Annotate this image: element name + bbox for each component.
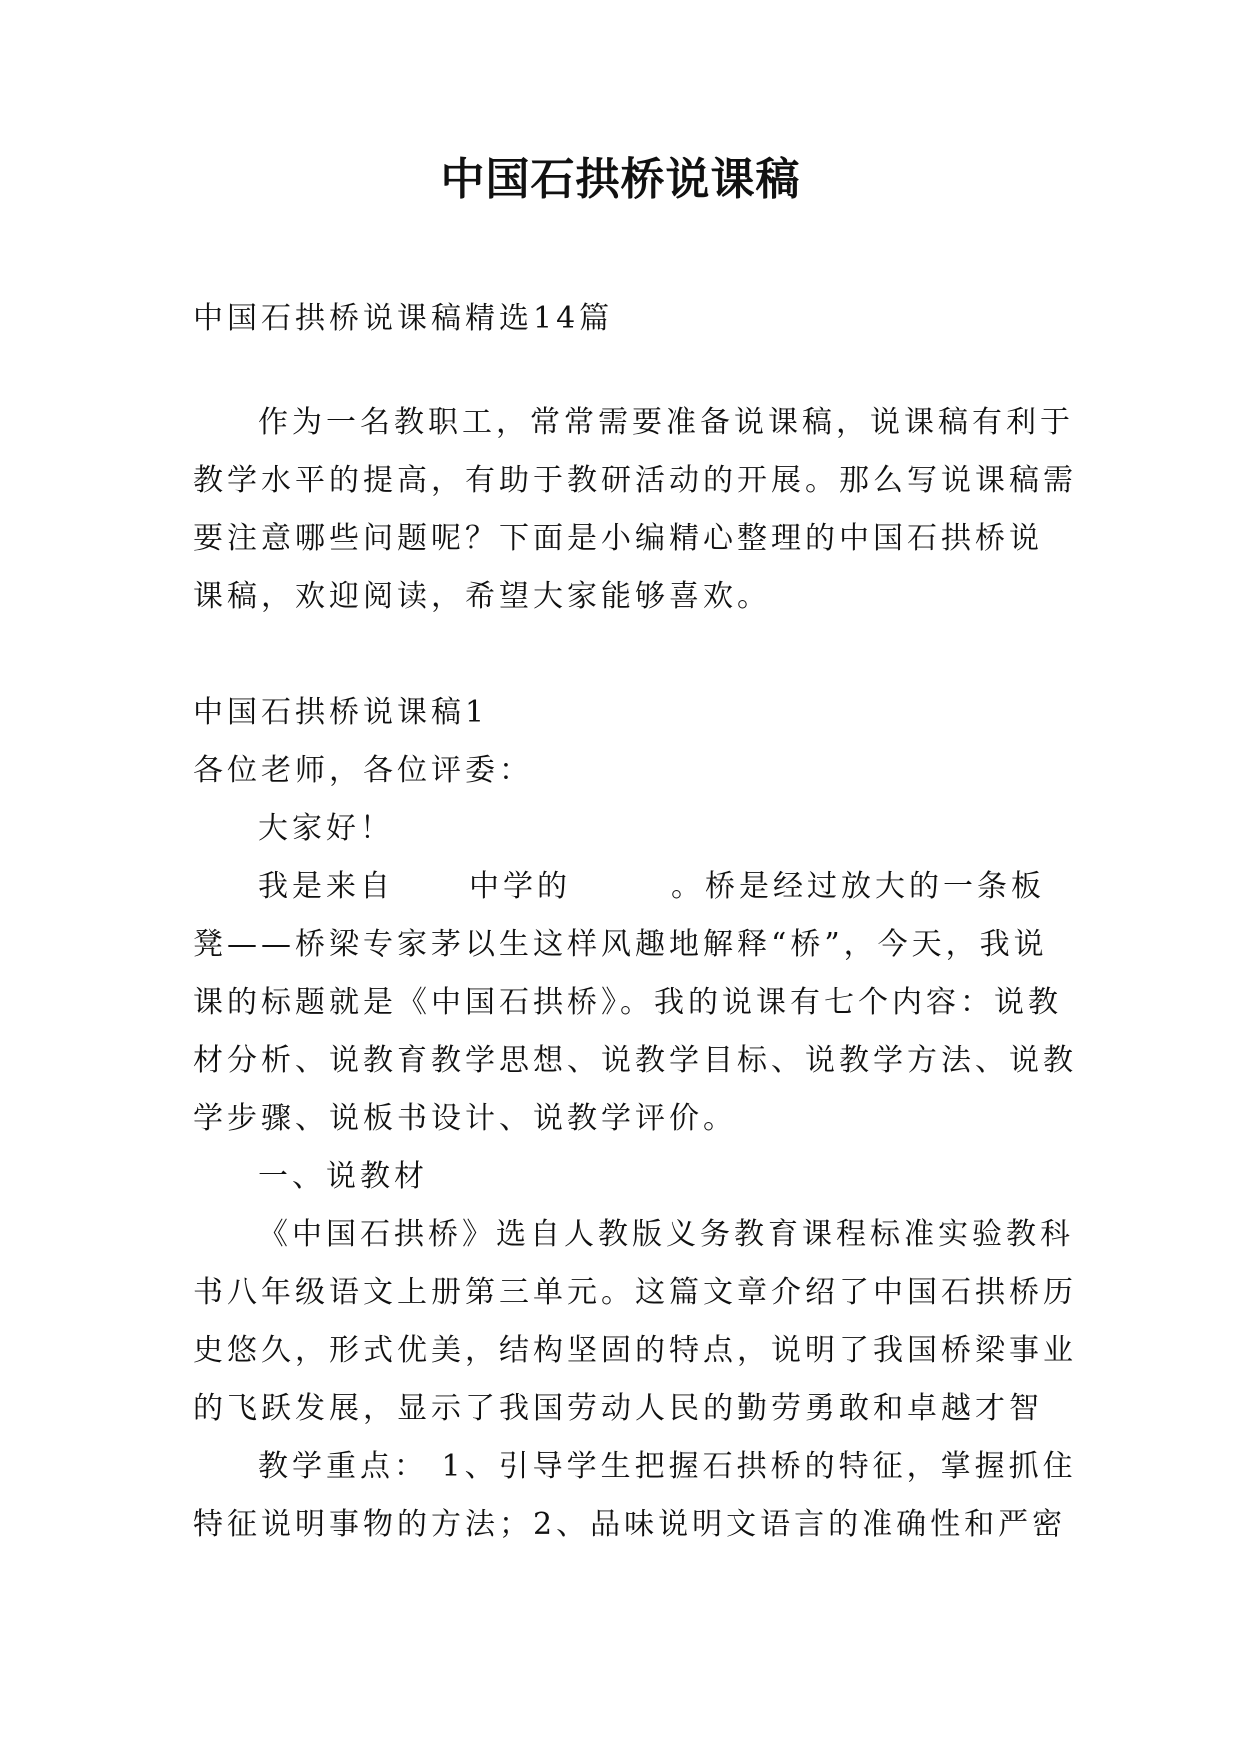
intro-line: 要注意哪些问题呢？下面是小编精心整理的中国石拱桥说 <box>193 521 1043 556</box>
hello-line: 大家好！ <box>258 811 394 846</box>
textbook-line: 史悠久，形式优美，结构坚固的特点，说明了我国桥梁事业 <box>193 1333 1077 1368</box>
speech-line: 学步骤、说板书设计、说教学评价。 <box>193 1101 737 1136</box>
textbook-line: 《中国石拱桥》选自人教版义务教育课程标准实验教科 <box>258 1217 1074 1252</box>
greeting: 各位老师，各位评委： <box>193 753 533 788</box>
textbook-line: 的飞跃发展，显示了我国劳动人民的勤劳勇敢和卓越才智 <box>193 1391 1043 1426</box>
speech-text: 我是来自 <box>258 869 394 904</box>
speech-line: 凳——桥梁专家茅以生这样风趣地解释“桥”，今天，我说 <box>193 927 1048 962</box>
intro-line: 作为一名教职工，常常需要准备说课稿，说课稿有利于 <box>258 405 1074 440</box>
document-subtitle: 中国石拱桥说课稿精选14篇 <box>193 301 614 336</box>
intro-paragraph <box>193 394 1077 626</box>
document-title: 中国石拱桥说课稿 <box>440 154 801 205</box>
key-points-line: 教学重点： 1、引导学生把握石拱桥的特征，掌握抓住 <box>258 1449 1077 1484</box>
textbook-line: 书八年级语文上册第三单元。这篇文章介绍了中国石拱桥历 <box>193 1275 1077 1310</box>
document-body <box>193 290 1077 1554</box>
key-points-line: 特征说明事物的方法；2、品味说明文语言的准确性和严密 <box>193 1507 1067 1542</box>
intro-speech-paragraph <box>193 858 1077 1148</box>
intro-line: 课稿，欢迎阅读，希望大家能够喜欢。 <box>193 579 771 614</box>
intro-line: 教学水平的提高，有助于教研活动的开展。那么写说课稿需 <box>193 463 1077 498</box>
speech-text: 。桥是经过放大的一条板 <box>671 869 1045 904</box>
textbook-paragraph <box>193 1206 1077 1438</box>
key-points-paragraph <box>193 1438 1077 1554</box>
speech-line: 课的标题就是《中国石拱桥》。我的说课有七个内容：说教 <box>193 985 1062 1020</box>
speech-text: 中学的 <box>469 869 571 904</box>
speech-line <box>193 858 1053 916</box>
section-title: 中国石拱桥说课稿1 <box>193 695 489 730</box>
speech-line: 材分析、说教育教学思想、说教学目标、说教学方法、说教 <box>193 1043 1077 1078</box>
section-heading: 一、说教材 <box>258 1159 428 1194</box>
